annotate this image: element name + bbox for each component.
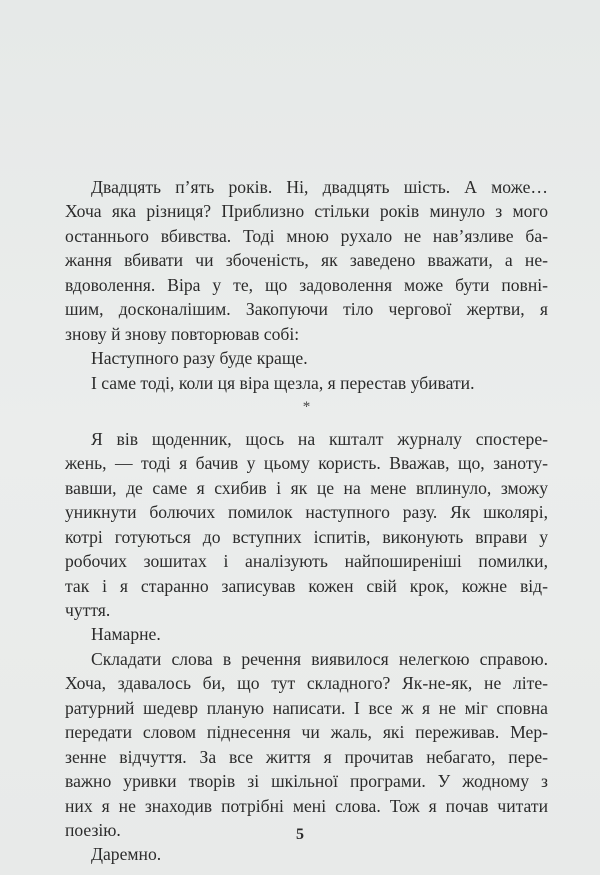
paragraph: [65, 371, 548, 395]
text-line: жень, — тоді я бачив у цьому користь. Вважав, що, заноту-: [65, 453, 548, 474]
text-line: жання вбивати чи збоченість, як заведено вважати, а не-: [65, 250, 548, 271]
text-line: останнього вбивства. Тоді мною рухало не нав’язливе ба-: [65, 225, 548, 246]
text-line: так і я старанно записував кожен свій крок, кожне від-: [65, 575, 548, 596]
section-2: [65, 427, 548, 867]
text-line: ратурний шедевр планую написати. І все ж я не міг сповна: [65, 697, 548, 718]
text-line: І саме тоді, коли ця віра щезла, я перестав убивати.: [91, 372, 475, 393]
text-line: передати словом піднесення чи жаль, які переживав. Мер-: [65, 722, 548, 743]
paragraph: [65, 647, 548, 843]
text-line: вавши, де саме я схибив і як це на мене вплинуло, зможу: [65, 477, 548, 498]
text-line: Я вів щоденник, щось на кшталт журналу спостере-: [91, 428, 548, 449]
text-line: Двадцять п’ять років. Ні, двадцять шість. А може…: [91, 177, 548, 197]
text-line: знову й знову повторював собі:: [65, 323, 300, 344]
text-line: Даремно.: [91, 844, 162, 865]
text-line: котрі готуються до вступних іспитів, виконують вправи у: [65, 526, 548, 547]
text-line: Хоча, здавалось би, що тут складного? Як-не-як, не літе-: [65, 673, 548, 694]
text-line: Намарне.: [91, 624, 161, 645]
page-body: [65, 175, 548, 867]
paragraph: [65, 346, 548, 370]
page-number: 5: [296, 826, 304, 843]
section-separator: *: [302, 398, 311, 415]
text-line: уникнути болючих помилок наступного разу. Як школярі,: [65, 502, 548, 523]
text-line: чуття.: [65, 600, 111, 620]
text-line: поезію.: [65, 819, 121, 840]
paragraph: [65, 175, 548, 346]
text-line: Наступного разу буде краще.: [91, 348, 308, 369]
paragraph: [65, 622, 548, 646]
text-line: них я не знаходив потрібні мені слова. Тож я почав читати: [65, 795, 548, 816]
text-line: Складати слова в речення виявилося нелегкою справою.: [91, 648, 548, 669]
text-line: Хоча яка різниця? Приблизно стільки років минуло з мого: [65, 201, 548, 222]
text-line: шим, досконалішим. Закопуючи тіло чергової жертви, я: [65, 299, 548, 320]
text-line: важно уривки творів зі шкільної програми. У жодному з: [65, 771, 548, 792]
section-1: [65, 175, 548, 395]
text-line: робочих зошитах і аналізують найпоширеніші помилки,: [65, 551, 548, 572]
text-line: вдоволення. Віра у те, що задоволення може бути повні-: [65, 274, 548, 295]
paragraph: [65, 427, 548, 623]
text-line: зенне відчуття. За все життя я прочитав небагато, пере-: [65, 746, 548, 767]
paragraph: [65, 842, 548, 866]
